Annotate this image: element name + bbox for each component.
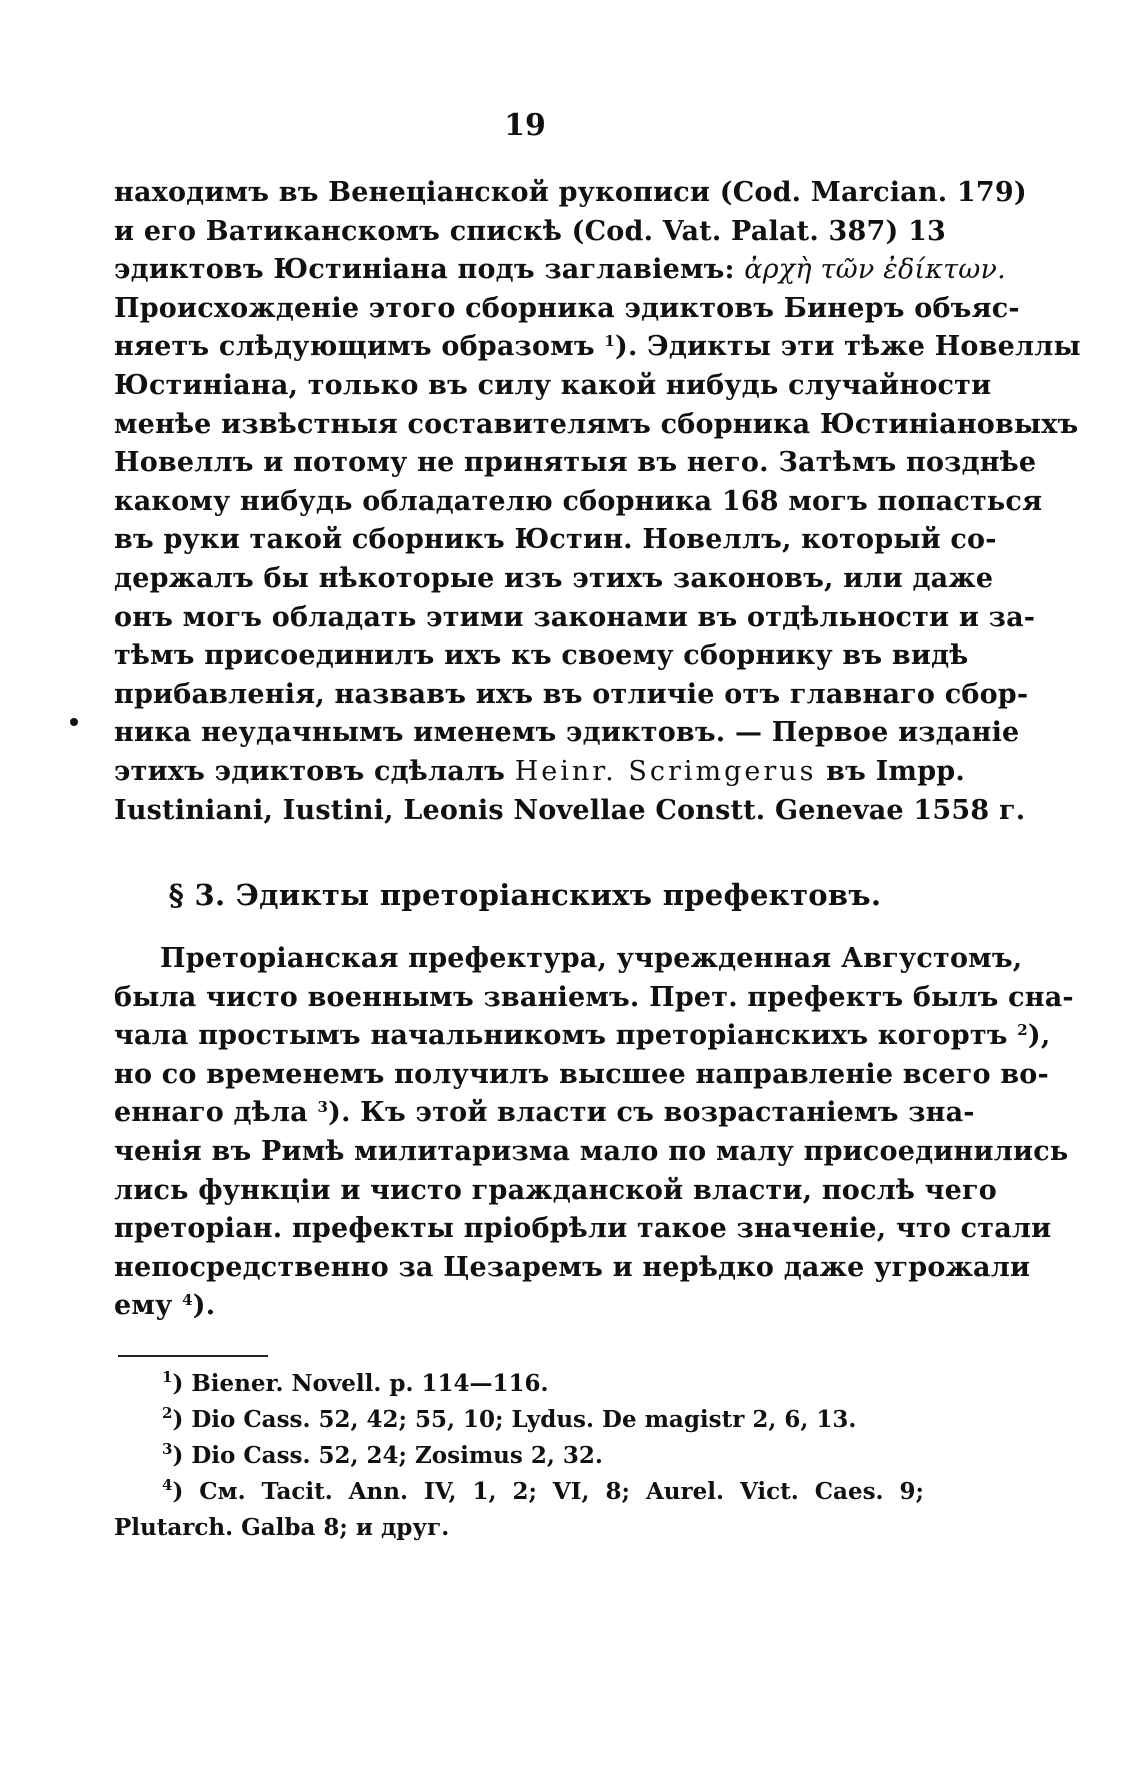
text-line: ника неудачнымъ именемъ эдиктовъ. — Первое изданіе xyxy=(114,717,1020,749)
text-line: менѣе извѣстныя составителямъ сборника Юстиніановыхъ xyxy=(114,408,1079,440)
text-line: и его Ватиканскомъ спискѣ (Cod. Vat. Palat. 387) 13 xyxy=(114,215,947,247)
text-segment: ). Эдикты эти тѣже Новеллы xyxy=(615,331,1081,363)
text-line: Iustiniani, Iustini, Leonis Novellae Constt. Genevae 1558 г. xyxy=(114,794,1026,826)
text-segment: няетъ слѣдующимъ образомъ xyxy=(114,331,605,363)
text-line xyxy=(114,753,965,792)
footnote-ref: 2 xyxy=(1017,1021,1028,1040)
footnote-mark: 2 xyxy=(162,1404,173,1422)
text-line xyxy=(114,1094,975,1133)
footnote-2 xyxy=(114,1402,924,1438)
text-line: Преторіанская префектура, учрежденная Августомъ, xyxy=(160,943,1023,974)
text-line xyxy=(114,1287,924,1326)
text-line: Юстиніана, только въ силу какой нибудь случайности xyxy=(114,369,992,401)
text-segment: въ Impp. xyxy=(816,755,965,787)
footnote-3 xyxy=(114,1438,924,1474)
text-line: непосредственно за Цезаремъ и нерѣдко даже угрожали xyxy=(114,1251,1031,1283)
text-line: въ руки такой сборникъ Юстин. Новеллъ, который со- xyxy=(114,524,997,556)
paragraph-main xyxy=(114,174,1081,830)
margin-dot xyxy=(70,718,78,726)
footnote-ref: 1 xyxy=(604,332,615,351)
text-segment: ), xyxy=(1027,1020,1051,1052)
text-line: была чисто военнымъ званіемъ. Прет. префектъ былъ сна- xyxy=(114,981,1074,1013)
text-line: держалъ бы нѣкоторые изъ этихъ законовъ, или даже xyxy=(114,562,994,594)
text-segment: этихъ эдиктовъ сдѣлалъ xyxy=(114,755,515,787)
footnote-text: ) Biener. Novell. p. 114—116. xyxy=(172,1370,549,1397)
text-line xyxy=(114,328,1081,367)
text-segment: ему xyxy=(114,1290,183,1322)
text-line: лись функціи и чисто гражданской власти, послѣ чего xyxy=(114,1174,997,1206)
text-line: онъ могъ обладать этими законами въ отдѣльности и за- xyxy=(114,601,1036,633)
text-line: но со временемъ получилъ высшее направленіе всего во- xyxy=(114,1058,1049,1090)
footnote-mark: 4 xyxy=(162,1476,173,1494)
text-line xyxy=(114,1017,1051,1056)
footnote-mark: 1 xyxy=(162,1368,173,1386)
text-line: прибавленія, назвавъ ихъ въ отличіе отъ главнаго сбор- xyxy=(114,678,1029,710)
text-line: находимъ въ Венеціанской рукописи (Cod. Marcian. 179) xyxy=(114,177,1027,208)
editor-name: Heinr. Scrimgerus xyxy=(514,755,817,787)
greek-phrase: ἀρχὴ τῶν ἐδίκτων. xyxy=(744,254,1006,286)
text-line: преторіан. префекты пріобрѣли такое значеніе, что стали xyxy=(114,1213,1052,1245)
footnote-mark: 3 xyxy=(162,1440,173,1458)
text-segment: чала простымъ начальникомъ преторіанскихъ когортъ xyxy=(114,1020,1018,1052)
text-line xyxy=(114,251,1006,290)
text-line: Новеллъ и потому не принятыя въ него. Затѣмъ позднѣе xyxy=(114,447,1037,479)
section-heading: § 3. Эдикты преторіанскихъ префектовъ. xyxy=(168,878,882,912)
footnote-divider xyxy=(118,1355,268,1357)
footnote-1 xyxy=(114,1366,924,1402)
text-segment: ). Къ этой власти съ возрастаніемъ зна- xyxy=(328,1097,975,1129)
footnote-text: ) Dio Cass. 52, 42; 55, 10; Lydus. De magistr 2, 6, 13. xyxy=(172,1406,857,1433)
text-line: ченія въ Римѣ милитаризма мало по малу присоединились xyxy=(114,1135,1069,1167)
text-segment: эдиктовъ Юстиніана подъ заглавіемъ: xyxy=(114,254,745,286)
paragraph-section xyxy=(114,940,1074,1326)
text-segment: еннаго дѣла xyxy=(114,1097,318,1129)
page-number: 19 xyxy=(504,108,546,143)
text-line: какому нибудь обладателю сборника 168 могъ попасться xyxy=(114,485,1043,517)
footnote-text: ) См. Tacit. Ann. IV, 1, 2; VI, 8; Aurel. Vict. Caes. 9; xyxy=(172,1478,924,1505)
text-line: тѣмъ присоединилъ ихъ къ своему сборнику въ видѣ xyxy=(114,640,969,672)
footnote-4 xyxy=(114,1474,924,1510)
text-line: Происхожденіе этого сборника эдиктовъ Бинеръ объяс- xyxy=(114,292,1020,324)
footnote-ref: 4 xyxy=(182,1291,193,1310)
text-segment: ). xyxy=(192,1290,216,1322)
footnotes xyxy=(114,1366,924,1546)
footnote-4-continuation: Plutarch. Galba 8; и друг. xyxy=(114,1514,450,1541)
footnote-text: ) Dio Cass. 52, 24; Zosimus 2, 32. xyxy=(172,1442,603,1469)
footnote-ref: 3 xyxy=(317,1098,329,1117)
